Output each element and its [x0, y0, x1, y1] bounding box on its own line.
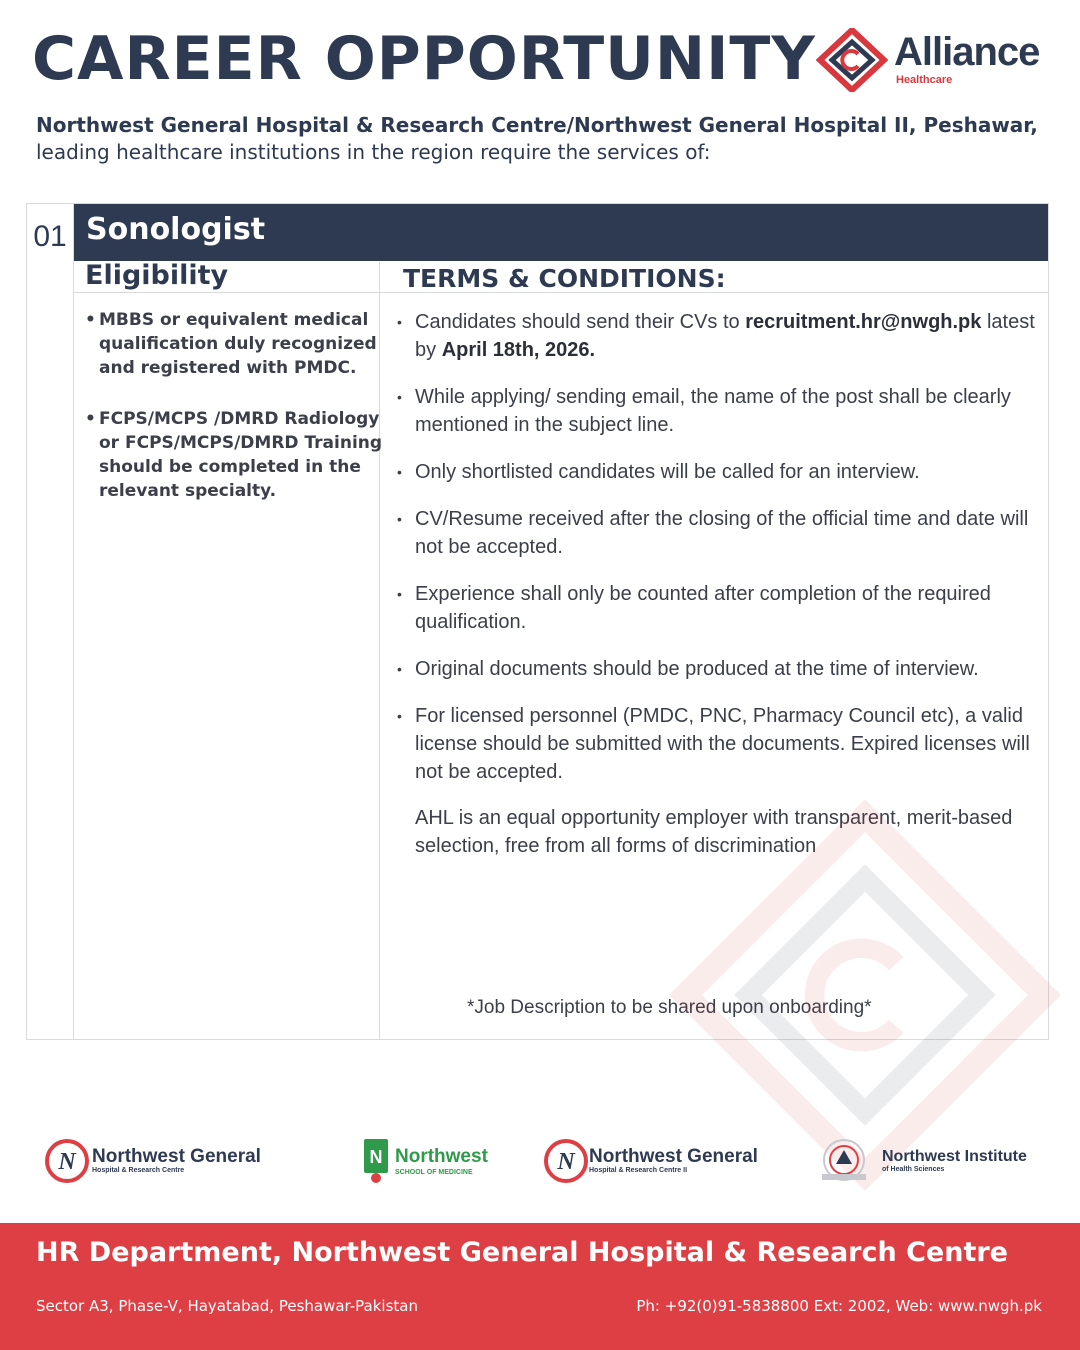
terms-item: [397, 308, 1047, 364]
terms-item: • For licensed personnel (PMDC, PNC, Pharmacy Council etc), a valid license should be submitted with the documents. Expired licenses will not be accepted.: [397, 702, 1047, 786]
terms-item: • Original documents should be produced at the time of interview.: [397, 655, 1047, 683]
deadline-date: April 18th, 2026.: [441, 339, 596, 361]
position-number: 01: [33, 220, 67, 253]
svg-text:N: N: [557, 1149, 575, 1175]
equal-opportunity-statement: AHL is an equal opportunity employer with transparent, merit-based selection, free from all forms of discrimination: [415, 807, 1013, 857]
partner-logo-name: Northwest: [395, 1146, 488, 1167]
terms-list: [397, 308, 1047, 805]
page-title: CAREER OPPORTUNITY: [32, 24, 816, 94]
footer-address: Sector A3, Phase-V, Hayatabad, Peshawar-Pakistan: [36, 1297, 418, 1315]
intro-line-1: Northwest General Hospital & Research Centre/Northwest General Hospital II, Peshawar,: [36, 113, 1038, 137]
intro-text: [36, 112, 1056, 166]
recruitment-email: recruitment.hr@nwgh.pk: [745, 311, 982, 333]
svg-text:N: N: [369, 1147, 383, 1167]
alliance-healthcare-logo: [816, 28, 1056, 92]
partner-logo-name: Northwest Institute: [882, 1148, 1027, 1165]
northwest-general-ii-icon: [543, 1138, 589, 1184]
position-title: Sonologist: [86, 212, 266, 247]
partner-logo-sub: Hospital & Research Centre: [92, 1167, 185, 1174]
brand-name: Alliance: [894, 30, 1040, 74]
svg-text:N: N: [58, 1149, 76, 1175]
terms-item: • Experience shall only be counted after completion of the required qualification.: [397, 580, 1047, 636]
terms-item: • While applying/ sending email, the name of the post shall be clearly mentioned in the subject line.: [397, 383, 1047, 439]
terms-item: • CV/Resume received after the closing of the official time and date will not be accepted.: [397, 505, 1047, 561]
health-sciences-icon: [816, 1136, 872, 1186]
divider: [73, 204, 74, 1039]
job-description-note: *Job Description to be shared upon onboarding*: [467, 997, 872, 1018]
northwest-general-icon: [44, 1138, 90, 1184]
partner-logo-name: Northwest General: [92, 1146, 261, 1167]
footer-title: HR Department, Northwest General Hospital & Research Centre: [36, 1237, 1008, 1268]
terms-heading: TERMS & CONDITIONS:: [403, 264, 726, 293]
brand-subtitle: Healthcare: [896, 74, 953, 86]
partner-logo-sub: Hospital & Research Centre II: [589, 1167, 688, 1174]
footer: [0, 1223, 1080, 1350]
position-title-bar: [74, 204, 1048, 261]
partner-logo: [816, 1130, 1046, 1190]
partner-logos: [0, 1130, 1080, 1190]
partner-logo: [363, 1130, 488, 1190]
eligibility-item: • MBBS or equivalent medical qualification duly recognized and registered with PMDC.: [85, 308, 385, 380]
alliance-logo-icon: [816, 28, 888, 92]
terms-text: Candidates should send their CVs to: [415, 311, 746, 333]
terms-item: • Only shortlisted candidates will be called for an interview.: [397, 458, 1047, 486]
eligibility-heading: Eligibility: [85, 260, 229, 291]
intro-line-2: leading healthcare institutions in the region require the services of:: [36, 140, 711, 164]
partner-logo-name: Northwest General: [589, 1146, 758, 1167]
footer-contact: Ph: +92(0)91-5838800 Ext: 2002, Web: www.nwgh.pk: [636, 1297, 1042, 1315]
terms-text: latest by: [415, 311, 1035, 361]
eligibility-item: • FCPS/MCPS /DMRD Radiology or FCPS/MCPS/DMRD Training should be completed in the relevant specialty.: [85, 407, 385, 503]
school-of-medicine-icon: [363, 1138, 389, 1184]
eligibility-list: [85, 308, 385, 530]
partner-logo: [543, 1130, 773, 1190]
partner-logo: [44, 1130, 274, 1190]
partner-logo-sub: SCHOOL OF MEDICINE: [395, 1169, 473, 1176]
partner-logo-sub: of Health Sciences: [882, 1166, 945, 1173]
